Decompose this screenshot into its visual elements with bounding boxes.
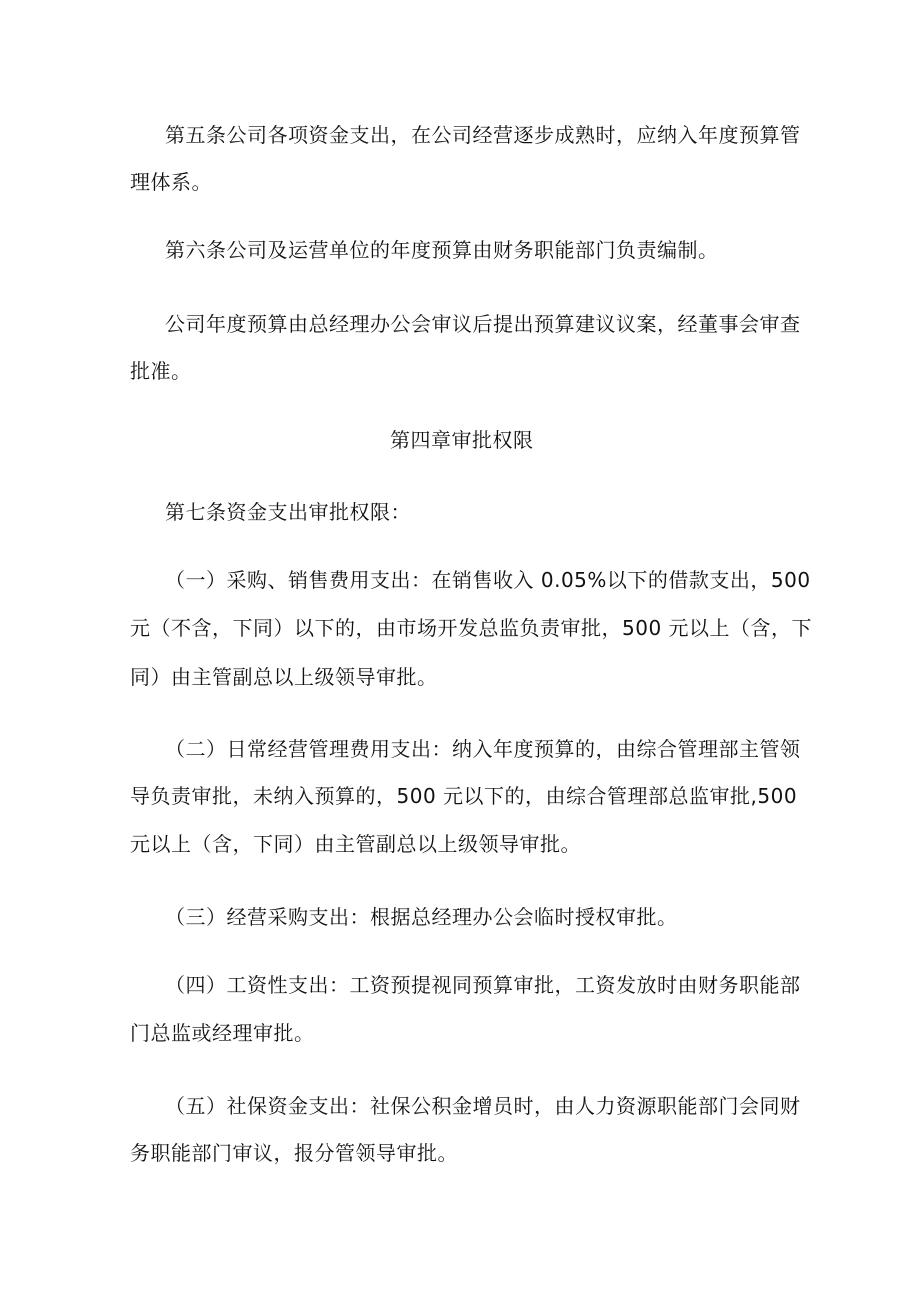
item-4-line-2: 门总监或经理审批。: [130, 1021, 315, 1045]
article-5-line-1: 第五条公司各项资金支出，在公司经营逐步成熟时，应纳入年度预算管: [165, 123, 801, 147]
article-7-intro-line: 第七条资金支出审批权限：: [165, 500, 411, 524]
item-2-line-3: 元以上（含，下同）由主管副总以上级领导审批。: [130, 832, 581, 856]
budget-approval-line-1: 公司年度预算由总经理办公会审议后提出预算建议议案，经董事会审查: [165, 312, 801, 336]
item-1-line-3: 同）由主管副总以上级领导审批。: [130, 665, 438, 689]
item-2-line-1: （二）日常经营管理费用支出：纳入年度预算的，由综合管理部主管领: [165, 737, 801, 761]
item-4-line-1: （四）工资性支出：工资预提视同预算审批，工资发放时由财务职能部: [165, 973, 801, 997]
item-3-line-1: （三）经营采购支出：根据总经理办公会临时授权审批。: [165, 905, 678, 929]
item-5-line-2: 务职能部门审议，报分管领导审批。: [130, 1141, 458, 1165]
item-1-line-2: 元（不含，下同）以下的，由市场开发总监负责审批，500 元以上（含，下: [130, 616, 813, 640]
article-5-line-2: 理体系。: [130, 170, 212, 194]
article-6-line-1: 第六条公司及运营单位的年度预算由财务职能部门负责编制。: [165, 238, 719, 262]
item-1-line-1: （一）采购、销售费用支出：在销售收入 0.05%以下的借款支出，500: [165, 568, 811, 592]
item-2-line-2: 导负责审批，未纳入预算的，500 元以下的，由综合管理部总监审批,500: [130, 784, 798, 808]
budget-approval-line-2: 批准。: [130, 359, 192, 383]
item-5-line-1: （五）社保资金支出：社保公积金增员时，由人力资源职能部门会同财: [165, 1094, 801, 1118]
chapter-4-heading: 第四章审批权限: [390, 428, 534, 452]
